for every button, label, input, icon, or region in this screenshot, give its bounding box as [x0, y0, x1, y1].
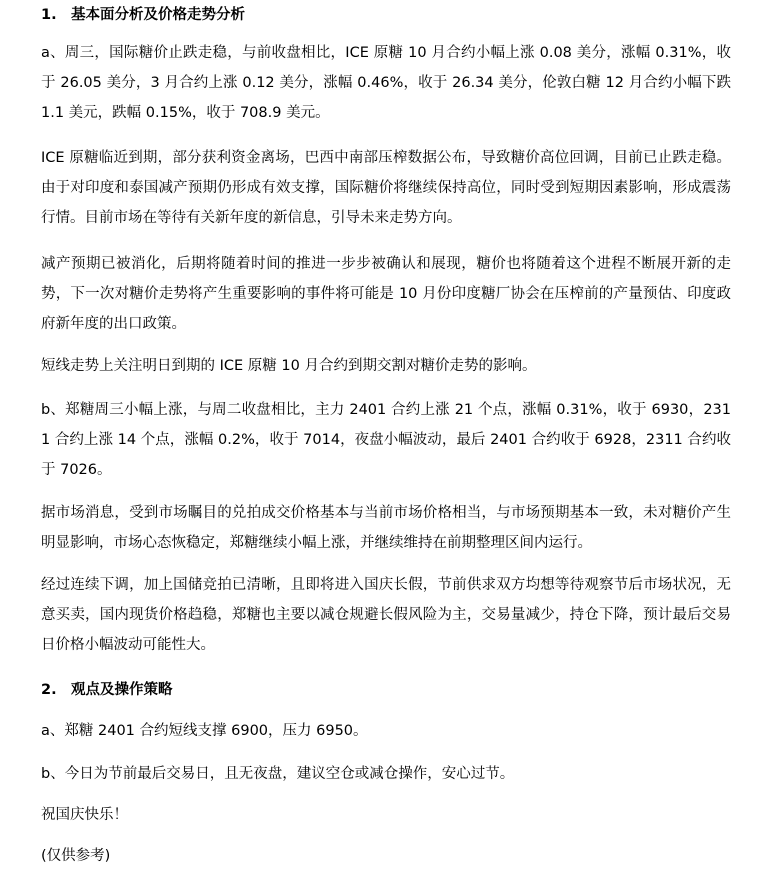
paragraph-production-outlook: 减产预期已被消化，后期将随着时间的推进一步步被确认和展现，糖价也将随着这个进程不断展开新的走势，下一次对糖价走势将产生重要影响的事件将可能是 10 月份印度糖厂协会在压榨前的产量预估、印度政府新年度的出口政策。	[41, 256, 731, 332]
section-number: 2.	[41, 682, 57, 698]
section-heading-1	[41, 5, 245, 25]
section-number: 1.	[41, 7, 57, 23]
paragraph-operation-advice: b、今日为节前最后交易日，且无夜盘，建议空仓或减仓操作，安心过节。	[41, 766, 515, 782]
section-title: 观点及操作策略	[71, 682, 173, 698]
paragraph-support-resistance: a、郑糖 2401 合约短线支撑 6900，压力 6950。	[41, 723, 368, 739]
paragraph-short-term-focus: 短线走势上关注明日到期的 ICE 原糖 10 月合约到期交割对糖价走势的影响。	[41, 358, 537, 374]
paragraph-ice-analysis: ICE 原糖临近到期，部分获利资金离场，巴西中南部压榨数据公布，导致糖价高位回调，目前已止跌走稳。由于对印度和泰国减产预期仍形成有效支撑，国际糖价将继续保持高位，同时受到短期因素影响，形成震荡行情。目前市场在等待有关新年度的新信息，引导未来走势方向。	[41, 150, 731, 226]
paragraph-ice-sugar-prices: a、周三，国际糖价止跌走稳，与前收盘相比，ICE 原糖 10 月合约小幅上涨 0.08 美分，涨幅 0.31%，收于 26.05 美分，3 月合约上涨 0.12 美分，涨幅 0.46%，收于 26.34 美分，伦敦白糖 12 月合约小幅下跌 1.1 美元，跌幅 0.15%，收于 708.9 美元。	[41, 45, 731, 121]
section-heading-2	[41, 680, 173, 700]
paragraph-zhengzhou-prices: b、郑糖周三小幅上涨，与周二收盘相比，主力 2401 合约上涨 21 个点，涨幅 0.31%，收于 6930，2311 合约上涨 14 个点，涨幅 0.2%，收于 7014，夜盘小幅波动，最后 2401 合约收于 6928，2311 合约收于 7026。	[41, 402, 731, 478]
paragraph-holiday-greeting: 祝国庆快乐！	[41, 807, 128, 823]
paragraph-disclaimer: (仅供参考)	[41, 848, 111, 864]
paragraph-domestic-outlook: 经过连续下调，加上国储竞拍已清晰，且即将进入国庆长假，节前供求双方均想等待观察节后市场状况，无意买卖，国内现货价格趋稳，郑糖也主要以减仓规避长假风险为主，交易量减少，持仓下降，预计最后交易日价格小幅波动可能性大。	[41, 577, 731, 653]
section-title: 基本面分析及价格走势分析	[71, 7, 245, 23]
paragraph-market-news: 据市场消息，受到市场瞩目的兑拍成交价格基本与当前市场价格相当，与市场预期基本一致，未对糖价产生明显影响，市场心态恢稳定，郑糖继续小幅上涨，并继续维持在前期整理区间内运行。	[41, 505, 731, 551]
